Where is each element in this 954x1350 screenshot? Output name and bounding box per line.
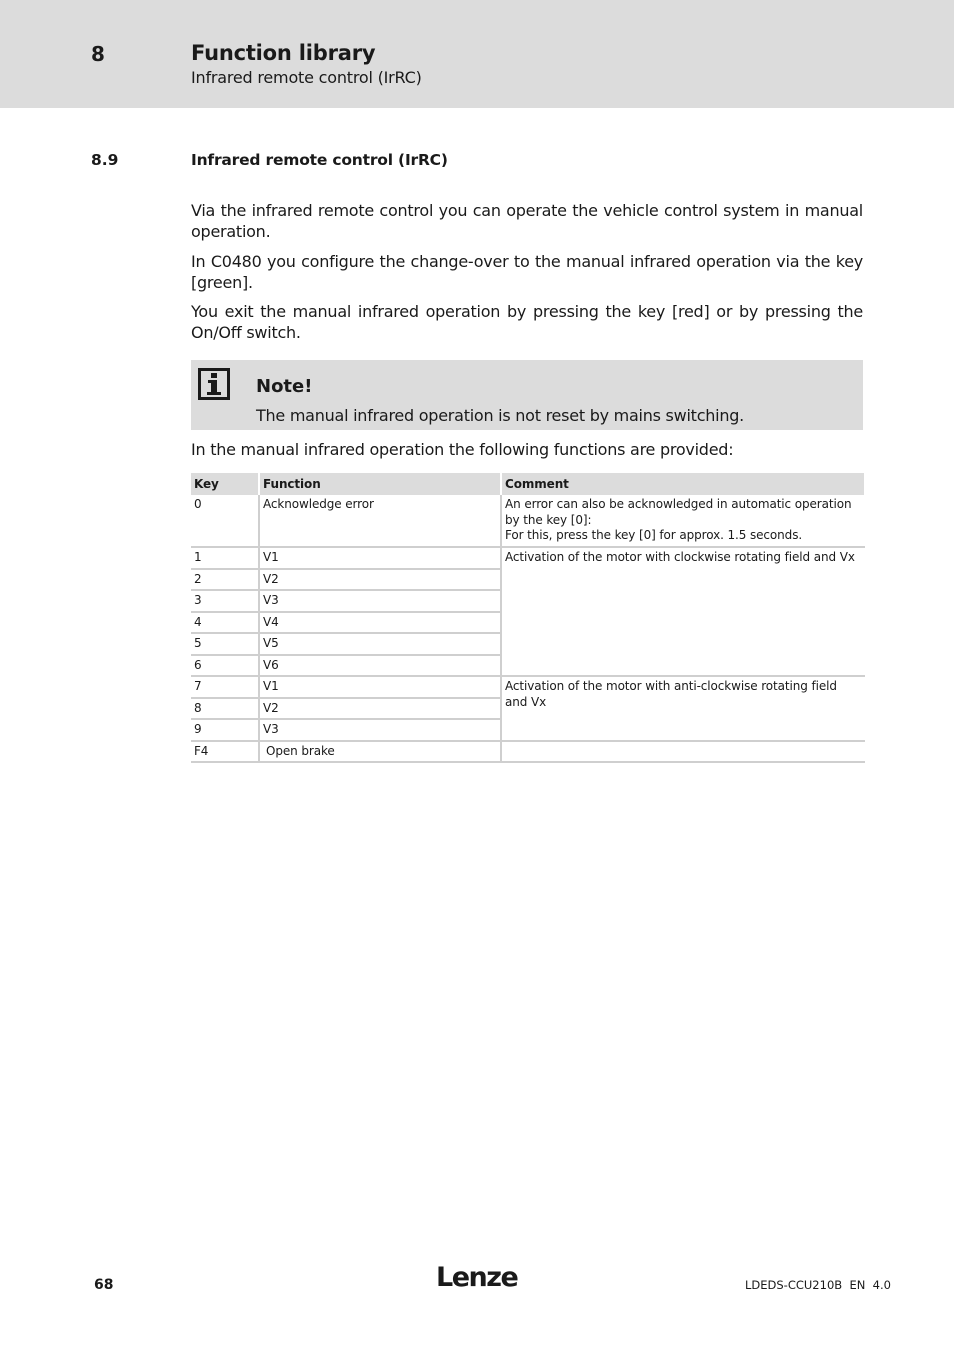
table-intro: In the manual infrared operation the following functions are provided: — [191, 440, 734, 459]
page-number: 68 — [94, 1277, 114, 1293]
function-cell: V1 — [259, 547, 501, 569]
note-title: Note! — [256, 376, 313, 397]
function-cell: V2 — [259, 569, 501, 591]
comment-cell-acknowledge — [501, 495, 865, 547]
function-cell: V6 — [259, 655, 501, 677]
section-title: Infrared remote control (IrRC) — [191, 151, 448, 169]
function-cell: V3 — [259, 719, 501, 741]
key-cell: 2 — [191, 569, 259, 591]
key-cell: F4 — [191, 741, 259, 763]
table-row — [191, 547, 865, 569]
key-cell: 9 — [191, 719, 259, 741]
header-comment: Comment — [501, 473, 865, 495]
key-cell: 4 — [191, 612, 259, 634]
function-cell: V5 — [259, 633, 501, 655]
key-cell: 8 — [191, 698, 259, 720]
function-cell: V2 — [259, 698, 501, 720]
page-header — [0, 0, 954, 108]
info-icon — [198, 368, 230, 400]
document-id: LDEDS-CCU210B EN 4.0 — [745, 1278, 891, 1292]
key-cell: 7 — [191, 676, 259, 698]
table-row — [191, 676, 865, 698]
table-header-row — [191, 473, 865, 495]
comment-cell-anticlockwise: Activation of the motor with anti-clockwise rotating field and Vx — [501, 676, 865, 741]
function-cell: Open brake — [259, 741, 501, 763]
function-cell: Acknowledge error — [259, 495, 501, 547]
table-row — [191, 741, 865, 763]
key-function-table — [191, 473, 866, 763]
section-number: 8.9 — [91, 151, 119, 169]
function-cell: V3 — [259, 590, 501, 612]
comment-cell-clockwise: Activation of the motor with clockwise rotating field and Vx — [501, 547, 865, 676]
chapter-title: Function library — [191, 41, 376, 65]
header-function: Function — [259, 473, 501, 495]
header-key: Key — [191, 473, 259, 495]
chapter-subtitle: Infrared remote control (IrRC) — [191, 68, 422, 87]
note-box — [191, 360, 863, 430]
table-row — [191, 495, 865, 547]
key-cell: 6 — [191, 655, 259, 677]
comment-cell-empty — [501, 741, 865, 763]
chapter-number: 8 — [91, 42, 105, 66]
key-cell: 3 — [191, 590, 259, 612]
brand-logo: Lenze — [436, 1262, 518, 1293]
key-cell: 0 — [191, 495, 259, 547]
comment-line: An error can also be acknowledged in automatic operation by the key [0]: — [505, 497, 852, 527]
key-cell: 5 — [191, 633, 259, 655]
paragraph-configure: In C0480 you configure the change-over to the manual infrared operation via the key [green]. — [191, 252, 863, 292]
function-cell: V1 — [259, 676, 501, 698]
paragraph-exit: You exit the manual infrared operation by pressing the key [red] or by pressing the On/Off switch. — [191, 302, 863, 342]
paragraph-intro: Via the infrared remote control you can operate the vehicle control system in manual operation. — [191, 201, 863, 241]
key-cell: 1 — [191, 547, 259, 569]
function-cell: V4 — [259, 612, 501, 634]
comment-line: For this, press the key [0] for approx. 1.5 seconds. — [505, 528, 803, 542]
note-text: The manual infrared operation is not reset by mains switching. — [256, 406, 744, 425]
